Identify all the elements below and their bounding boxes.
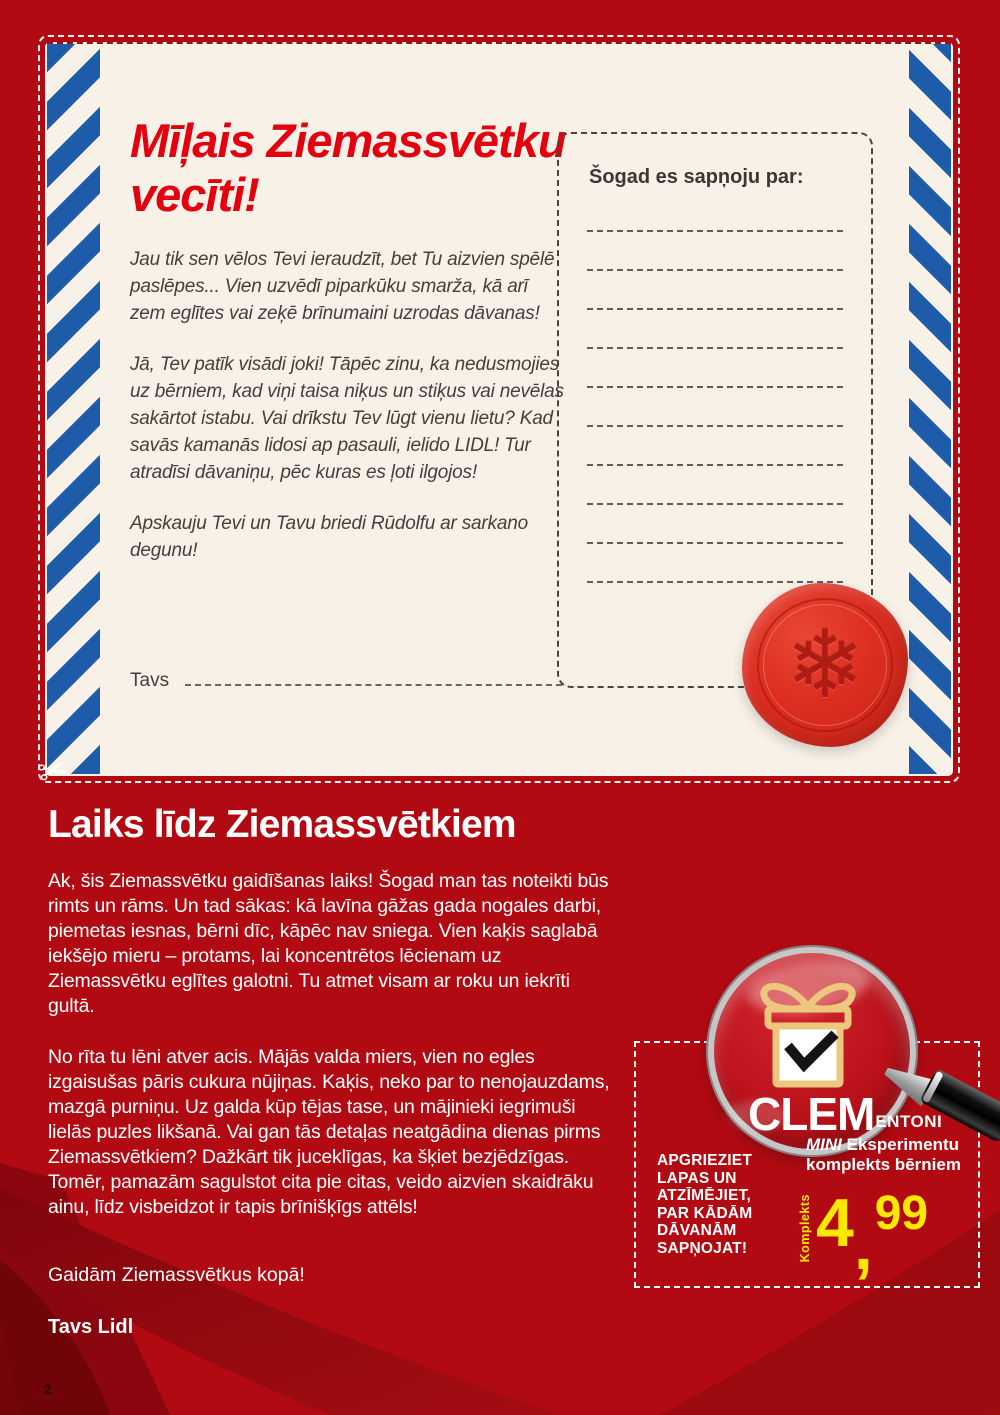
wishlist-line: [587, 542, 843, 544]
signature-write-line: [185, 664, 562, 686]
price-integer: 4: [816, 1185, 854, 1261]
wishlist-line: [587, 386, 843, 388]
cta-line: APGRIEZIET: [657, 1152, 753, 1169]
wishlist-title: Šogad es sapņoju par:: [589, 166, 804, 188]
letter-signature-row: [130, 664, 562, 692]
page-number: 2: [44, 1381, 52, 1397]
letter-heading: Mīļais Ziemassvētku vecīti!: [130, 114, 566, 221]
wishlist-line: [587, 308, 843, 310]
wishlist-line: [587, 269, 843, 271]
product-line-1-rest: Eksperimentu: [841, 1135, 960, 1155]
gift-icon: [746, 974, 871, 1094]
santa-letter-card: [45, 42, 953, 776]
brand-row: [748, 1088, 961, 1140]
price-block: [798, 1185, 929, 1284]
cta-line: SAPŅOJAT!: [657, 1239, 748, 1257]
wishlist-line: [587, 425, 843, 427]
cta-line: LAPAS UN: [657, 1169, 737, 1187]
product-line-2: komplekts bērniem: [806, 1155, 961, 1175]
letter-body: [130, 114, 566, 589]
wishlist-line: [587, 503, 843, 505]
product-line-1: [806, 1135, 961, 1155]
cta-line: DĀVANĀM: [657, 1222, 737, 1239]
letter-paragraph: Jau tik sen vēlos Tevi ieraudzīt, bet Tu aizvien spēlē paslēpes... Vien uzvēdī piparkūku smarža, kā arī zem eglītes vai zeķē brīnumaini uzrodas dāvanas!: [130, 249, 555, 325]
letter-paragraph: Apskauju Tevi un Tavu briedi Rūdolfu ar sarkano degunu!: [130, 512, 528, 561]
article-paragraph: Ak, šis Ziemassvētku gaidīšanas laiks! Šogad man tas noteikti būs rimts un rāms. Un tad sākas: kā lavīna gāžas gada nogales darbi, piemetas iesnas, bērni dīc, kāpēc nav sniega. Vien kaķis saglabā iekšējo mieru – protams, lai koncentrētos lēcienam uz Ziemassvētku eglītes galotni. Tu atmet visam ar roku un iekrīti gultā.: [48, 870, 609, 1017]
wishlist-line: [587, 347, 843, 349]
price-unit-label: Komplekts: [798, 1194, 812, 1263]
airmail-stripe-left: [47, 44, 100, 774]
cta-line: ATZĪMĒJIET,: [657, 1187, 752, 1204]
article-paragraph: No rīta tu lēni atver acis. Mājās valda miers, vien no egles izgaisušas pāris cukura nūjiņas. Kaķis, neko par to nenojauzdams, mazgā purniņu. Uz galda kūp tējas tase, un mājinieki iegrimuši lielās puzles likšanā. Vai gan tās detaļas neatgādina dienas pirms Ziemassvētkiem? Dažkārt tik juceklīgas, ka šķiet bezjēdzīgas. Tomēr, pamazām sagulstot cita pie citas, veido aizvien skaidrāku ainu, līdz visbeidzot ir tapis brīnišķīgs attēls!: [48, 1046, 610, 1218]
wax-seal: [742, 583, 908, 747]
article-heading: Laiks līdz Ziemassvētkiem: [48, 803, 516, 846]
letter-paragraph: Jā, Tev patīk visādi joki! Tāpēc zinu, ka nedusmojies uz bērniem, kad viņi taisa niķus un stiķus vai nevēlas sakārtot istabu. Vai drīkstu Tev lūgt vienu lietu? Kad savās kamanās lidosi ap pasauli, ielido LIDL! Tur atradīsi dāvaniņu, pēc kuras es ļoti ilgojos!: [130, 354, 564, 483]
wishlist-line: [587, 464, 843, 466]
product-mini-label: MINI: [806, 1135, 842, 1155]
price-comma: ,: [853, 1207, 873, 1284]
price-cents: 99: [874, 1187, 929, 1240]
wishlist-line: [587, 230, 843, 232]
snowflake-icon: ❄: [785, 611, 865, 717]
article-closing: Gaidām Ziemassvētkus kopā!: [48, 1264, 305, 1286]
signature-label: Tavs: [130, 670, 170, 691]
scissors-icon: ✂: [33, 746, 73, 795]
article-signature: Tavs Lidl: [48, 1316, 134, 1338]
product-name-block: [748, 1088, 961, 1175]
cta-line: PAR KĀDĀM: [657, 1204, 753, 1222]
brand-magnified-text: CLEM: [748, 1088, 875, 1140]
brand-rest-text: ENTONI: [875, 1112, 943, 1132]
airmail-stripe-right: [909, 44, 951, 774]
